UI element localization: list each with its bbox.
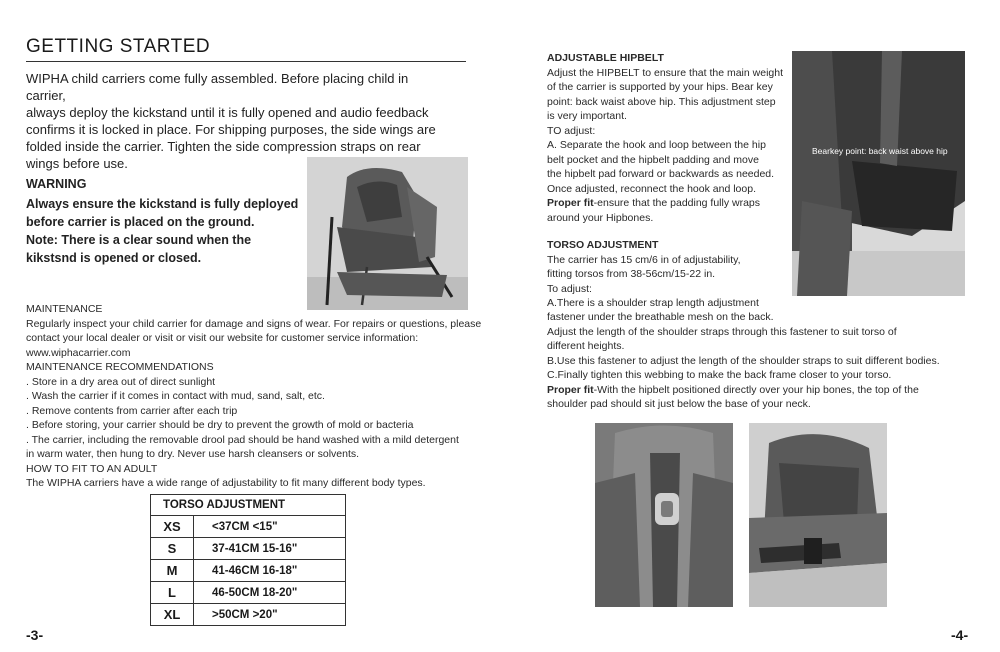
carrier-kickstand-photo [307,157,468,310]
hipbelt-line: TO adjust: [547,124,596,137]
hipbelt-line: around your Hipbones. [547,211,654,224]
measure-cell: >50CM >20" [194,604,346,626]
page-title: GETTING STARTED [26,36,211,57]
torso-section-wide [547,310,967,412]
maintenance-line: . Store in a dry area out of direct sunlight [26,375,216,388]
warning-line: kikstsnd is opened or closed. [26,251,202,265]
proper-fit-text: -With the hipbelt positioned directly over your hip bones, the top of the [593,383,919,396]
maintenance-line: MAINTENANCE RECOMMENDATIONS [26,361,214,373]
torso-adjustment-table [150,494,346,626]
proper-fit-text: -ensure that the padding fully wraps [593,197,761,209]
hipbelt-heading: ADJUSTABLE HIPBELT [547,52,664,64]
hipbelt-line: A. Separate the hook and loop between the hip [547,139,766,151]
title-divider [26,61,466,62]
webbing-photo [749,423,887,607]
table-row [151,582,346,604]
maintenance-line: Regularly inspect your child carrier for damage and signs of wear. For repairs or questions, please [26,317,482,330]
shoulder-fastener-photo [595,423,733,607]
maintenance-line: HOW TO FIT TO AN ADULT [26,462,158,475]
hipbelt-line: belt pocket and the hipbelt padding and move [547,153,759,166]
measure-cell: 37-41CM 15-16" [194,538,346,560]
torso-fit-line [547,383,967,398]
maintenance-section [26,302,496,491]
torso-line: Adjust the length of the shoulder straps through this fastener to suit torso of [547,325,897,338]
torso-line: fitting torsos from 38-56cm/15-22 in. [547,268,716,280]
page-number-right: -4- [951,627,969,643]
table-row [151,538,346,560]
table-row [151,560,346,582]
maintenance-line: . Wash the carrier if it comes in contact with mud, sand, salt, etc. [26,390,325,402]
maintenance-line: . Before storing, your carrier should be dry to prevent the growth of mold or bacteria [26,419,414,431]
intro-line: WIPHA child carriers come fully assembled. Before placing child in carrier, [26,71,409,103]
torso-line: fastener under the breathable mesh on the back. [547,311,774,323]
intro-line: folded inside the carrier. Tighten the side compression straps on rear [26,139,421,154]
torso-section [547,238,792,311]
table-row [151,604,346,626]
warning-text [26,195,311,267]
maintenance-line: contact your local dealer or visit or visit our website for customer service information: [26,332,419,344]
intro-line: wings before use. [26,156,128,171]
torso-heading: TORSO ADJUSTMENT [547,239,659,251]
size-cell: S [151,538,194,560]
size-cell: XL [151,604,194,626]
table-row [151,516,346,538]
hipbelt-section [547,51,792,225]
table-header-row [151,495,346,516]
torso-line: A.There is a shoulder strap length adjustment [547,297,759,309]
measure-cell: 41-46CM 16-18" [194,560,346,582]
warning-line: Note: There is a clear sound when the [26,233,252,247]
carrier-photo-drawing [307,157,468,310]
size-cell: XS [151,516,194,538]
mesh-photo-drawing [595,423,733,607]
warning-line: Always ensure the kickstand is fully deployed [26,197,299,211]
torso-line: shoulder pad should sit just below the base of your neck. [547,398,811,410]
hipbelt-line: is very important. [547,110,627,122]
measure-cell: <37CM <15" [194,516,346,538]
size-cell: M [151,560,194,582]
maintenance-line: The WIPHA carriers have a wide range of adjustability to fit many different body types. [26,477,426,489]
webbing-photo-drawing [749,423,887,607]
hipbelt-line: Once adjusted, reconnect the hook and loop. [547,182,756,195]
warning-heading: WARNING [26,177,87,191]
hipbelt-photo-drawing [792,51,965,296]
torso-line: The carrier has 15 cm/6 in of adjustability, [547,253,741,266]
hipbelt-line: the hipbelt pad forward or backwards as needed. [547,168,775,180]
page-number-left: -3- [26,627,44,643]
maintenance-line: www.wiphacarrier.com [26,346,131,359]
maintenance-line: MAINTENANCE [26,303,103,315]
warning-line: before carrier is placed on the ground. [26,215,255,229]
torso-line: B.Use this fastener to adjust the length of the shoulder straps to suit different bodies. [547,354,940,367]
maintenance-line: in warm water, then hung to dry. Never use harsh cleansers or solvents. [26,448,360,460]
maintenance-line: . Remove contents from carrier after each trip [26,404,238,417]
torso-line: C.Finally tighten this webbing to make the back frame closer to your torso. [547,369,892,381]
hipbelt-fit-line [547,196,792,211]
table-heading: TORSO ADJUSTMENT [151,495,346,516]
torso-line: different heights. [547,340,625,352]
intro-line: always deploy the kickstand until it is fully opened and audio feedback [26,105,429,120]
hipbelt-photo [792,51,965,296]
proper-fit-label: Proper fit [547,197,594,209]
torso-line: To adjust: [547,282,592,295]
hipbelt-line: of the carrier is supported by your hips. Bear key [547,81,773,93]
measure-cell: 46-50CM 18-20" [194,582,346,604]
intro-line: confirms it is locked in place. For shipping purposes, the side wings are [26,122,436,137]
size-cell: L [151,582,194,604]
hipbelt-line: Adjust the HIPBELT to ensure that the main weight [547,66,783,79]
photo-callout: Bearkey point: back waist above hip [812,146,948,156]
hipbelt-line: point: back waist above hip. This adjustment step [547,95,776,108]
maintenance-line: . The carrier, including the removable drool pad should be hand washed with a mild detergent [26,433,459,446]
proper-fit-label: Proper fit [547,383,594,396]
